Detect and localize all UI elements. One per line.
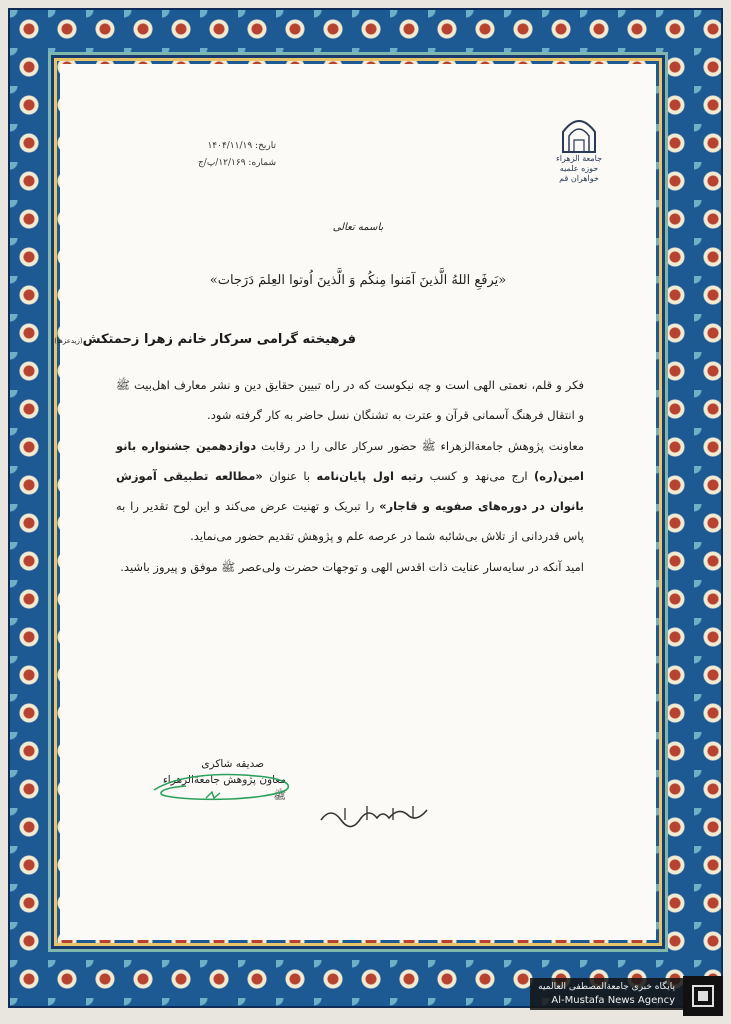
festival-name: دوازدهمین جشنواره بانو امین(ره) — [116, 438, 584, 483]
paragraph-3: امید آنکه در سایه‌سار عنایت ذات اقدس الهی و توجهات حضرت ولی‌عصر ﷺ موفق و پیروز باشید. — [120, 559, 584, 574]
number-line: شماره: ۱۲/۱۶۹/پ/ج — [197, 158, 276, 168]
p2-text-c: ارج می‌نهد و کسب — [423, 468, 534, 483]
p2-text-a: معاونت پژوهش جامعةالزهراء ﷺ حضور سرکار عالی را در رقابت — [256, 438, 584, 453]
bismillah: باسمه تعالی — [332, 222, 384, 233]
rank-text: رتبه اول پایان‌نامه — [316, 468, 424, 483]
handwritten-signature — [146, 768, 296, 804]
recipient-line — [54, 332, 356, 347]
agency-name-fa: پایگاه خبری جامعةالمصطفی العالمیه — [538, 982, 675, 992]
certificate-paper — [54, 64, 656, 940]
date-line: تاریخ: ۱۴۰۴/۱۱/۱۹ — [207, 141, 276, 151]
certificate-body — [116, 370, 584, 582]
seal-calligraphy — [315, 798, 435, 828]
news-agency-banner — [530, 978, 683, 1010]
recipient-honorific: (زیدعزها) — [54, 337, 83, 345]
agency-logo-icon — [690, 983, 716, 1009]
paragraph-1: فکر و قلم، نعمتی الهی است و چه نیکوست که در راه تبیین حقایق دین و نشر معارف اهل‌بیت ﷺ و انتقال فرهنگ آسمانی قرآن و عترت به تشنگان نسل حاضر به کار گرفته شود. — [116, 378, 584, 423]
dome-emblem-icon — [557, 114, 601, 154]
logo-title: جامعة الزهراء — [555, 154, 603, 163]
signer-name: صدیقه شاکری — [201, 758, 264, 770]
agency-logo — [683, 976, 723, 1016]
letter-meta — [156, 138, 276, 172]
logo-subtitle: حوزه علمیه خواهران قم — [559, 164, 599, 183]
thesis-title: «مطالعه تطبیقی آموزش بانوان در دوره‌های صفویه و قاجار» — [116, 468, 584, 514]
agency-name-en: Al-Mustafa News Agency — [551, 995, 675, 1006]
quran-verse: «یَرفَعِ اللهُ الَّذینَ آمَنوا مِنکُم وَ الَّذینَ اُوتوا العِلمَ دَرَجات» — [209, 273, 507, 288]
paragraph-2 — [116, 431, 584, 552]
p2-text-e: با عنوان — [262, 468, 317, 483]
signer-title: معاون پژوهش جامعةالزهراء ﷺ — [162, 774, 286, 802]
p2-text-g: را تبریک و تهنیت عرض می‌کند و این لوح تقدیر را به پاس قدردانی از تلاش بی‌شائبه شما در عرصه علم و پژوهش تقدیم حضور می‌نماید. — [116, 499, 584, 544]
institution-logo — [547, 114, 611, 186]
recipient-name: فرهیخته گرامی سرکار خانم زهرا زحمتکش — [82, 332, 356, 347]
